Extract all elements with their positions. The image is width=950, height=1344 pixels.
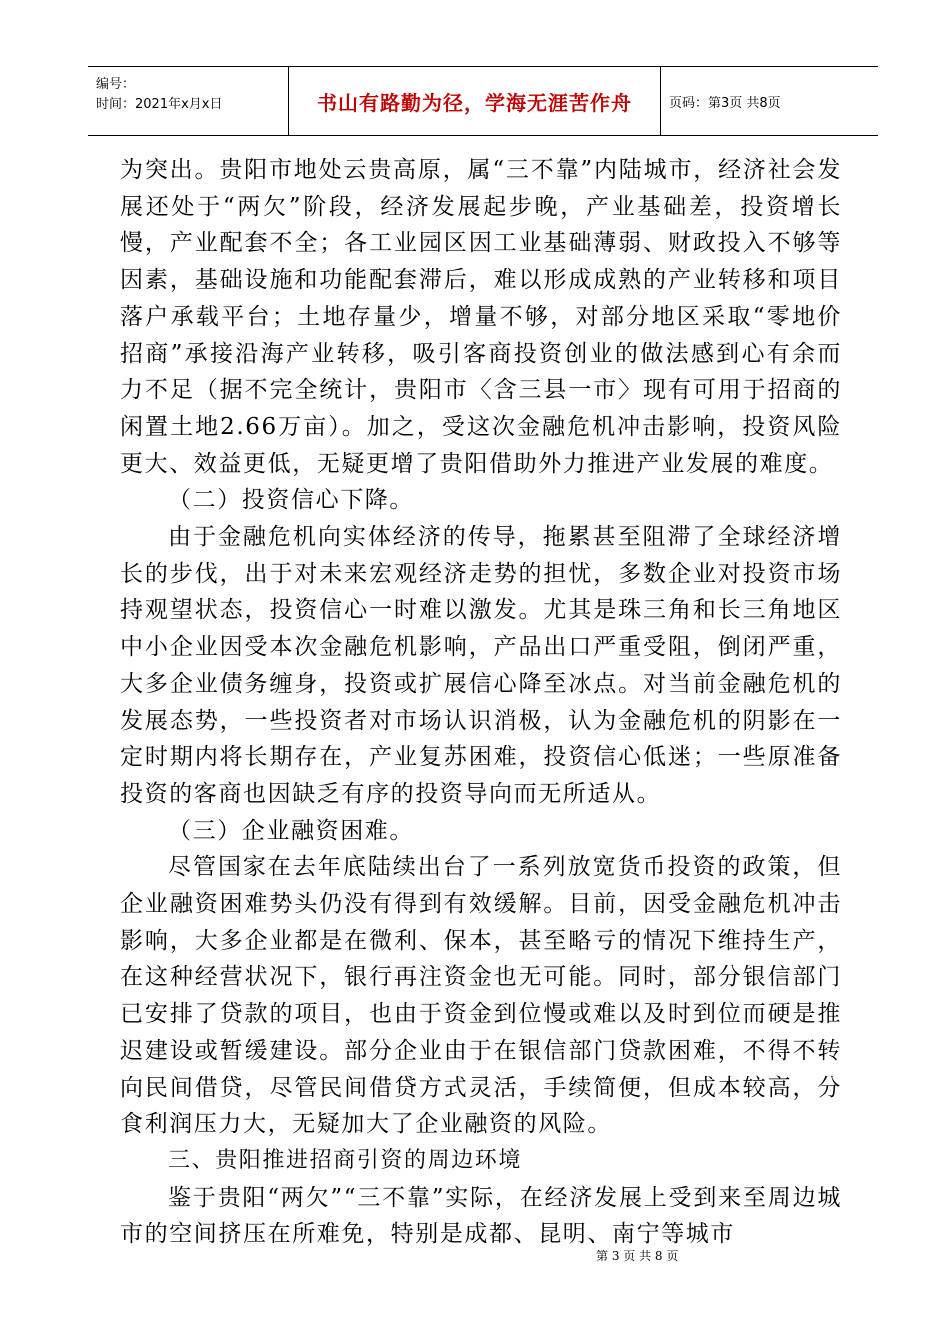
- header-meta: [88, 67, 289, 135]
- document-body: [120, 152, 842, 1253]
- header-page-info: 页码：第3页 共8页: [669, 95, 781, 111]
- paragraph: 为突出。贵阳市地处云贵高原，属“三不靠”内陆城市，经济社会发展还处于“两欠”阶段，经济发展起步晚，产业基础差，投资增长慢，产业配套不全；各工业园区因工业基础薄弱、财政投入不够等因素，基础设施和功能配套滞后，难以形成成熟的产业转移和项目落户承载平台；土地存量少，增量不够，对部分地区采取“零地价招商”承接沿海产业转移，吸引客商投资创业的做法感到心有余而力不足（据不完全统计，贵阳市〈含三县一市〉现有可用于招商的闲置土地2.66万亩）。加之，受这次金融危机冲击影响，投资风险更大、效益更低，无疑更增了贵阳借助外力推进产业发展的难度。: [120, 157, 842, 477]
- section-heading: 三、贵阳推进招商引资的周边环境: [168, 1147, 523, 1173]
- paragraph: 由于金融危机向实体经济的传导，拖累甚至阻滞了全球经济增长的步伐，出于对未来宏观经济走势的担忧，多数企业对投资市场持观望状态，投资信心一时难以激发。尤其是珠三角和长三角地区中小企业因受本次金融危机影响，产品出口严重受阻，倒闭严重，大多企业债务缠身，投资或扩展信心降至冰点。对当前金融危机的发展态势，一些投资者对市场认识消极，认为金融危机的阴影在一定时期内将长期存在，产业复苏困难，投资信心低迷；一些原准备投资的客商也因缺乏有序的投资导向而无所适从。: [120, 524, 842, 807]
- document-number-label: 编号：: [96, 77, 136, 92]
- document-time-label: 时间：2021年x月x日: [96, 97, 223, 112]
- page-header: [88, 66, 878, 136]
- header-motto: [289, 67, 661, 135]
- paragraph: 尽管国家在去年底陆续出台了一系列放宽货币投资的政策，但企业融资困难势头仍没有得到有效缓解。目前，因受金融危机冲击影响，大多企业都是在微利、保本，甚至略亏的情况下维持生产，在这种经营状况下，银行再注资金也无可能。同时，部分银信部门已安排了贷款的项目，也由于资金到位慢或难以及时到位而硬是推迟建设或暂缓建设。部分企业由于在银信部门贷款困难，不得不转向民间借贷，尽管民间借贷方式灵活，手续简便，但成本较高，分食利润压力大，无疑加大了企业融资的风险。: [120, 854, 842, 1138]
- section-subheading: （三）企业融资困难。: [168, 817, 414, 844]
- motto-text: 书山有路勤为径，学海无涯苦作舟: [317, 90, 632, 115]
- section-subheading: （二）投资信心下降。: [168, 487, 414, 514]
- page-footer: 第 3 页 共 8 页: [596, 1249, 679, 1263]
- paragraph: 鉴于贵阳“两欠”“三不靠”实际，在经济发展上受到来至周边城市的空间挤压在所难免，特别是成都、昆明、南宁等城市: [120, 1184, 842, 1248]
